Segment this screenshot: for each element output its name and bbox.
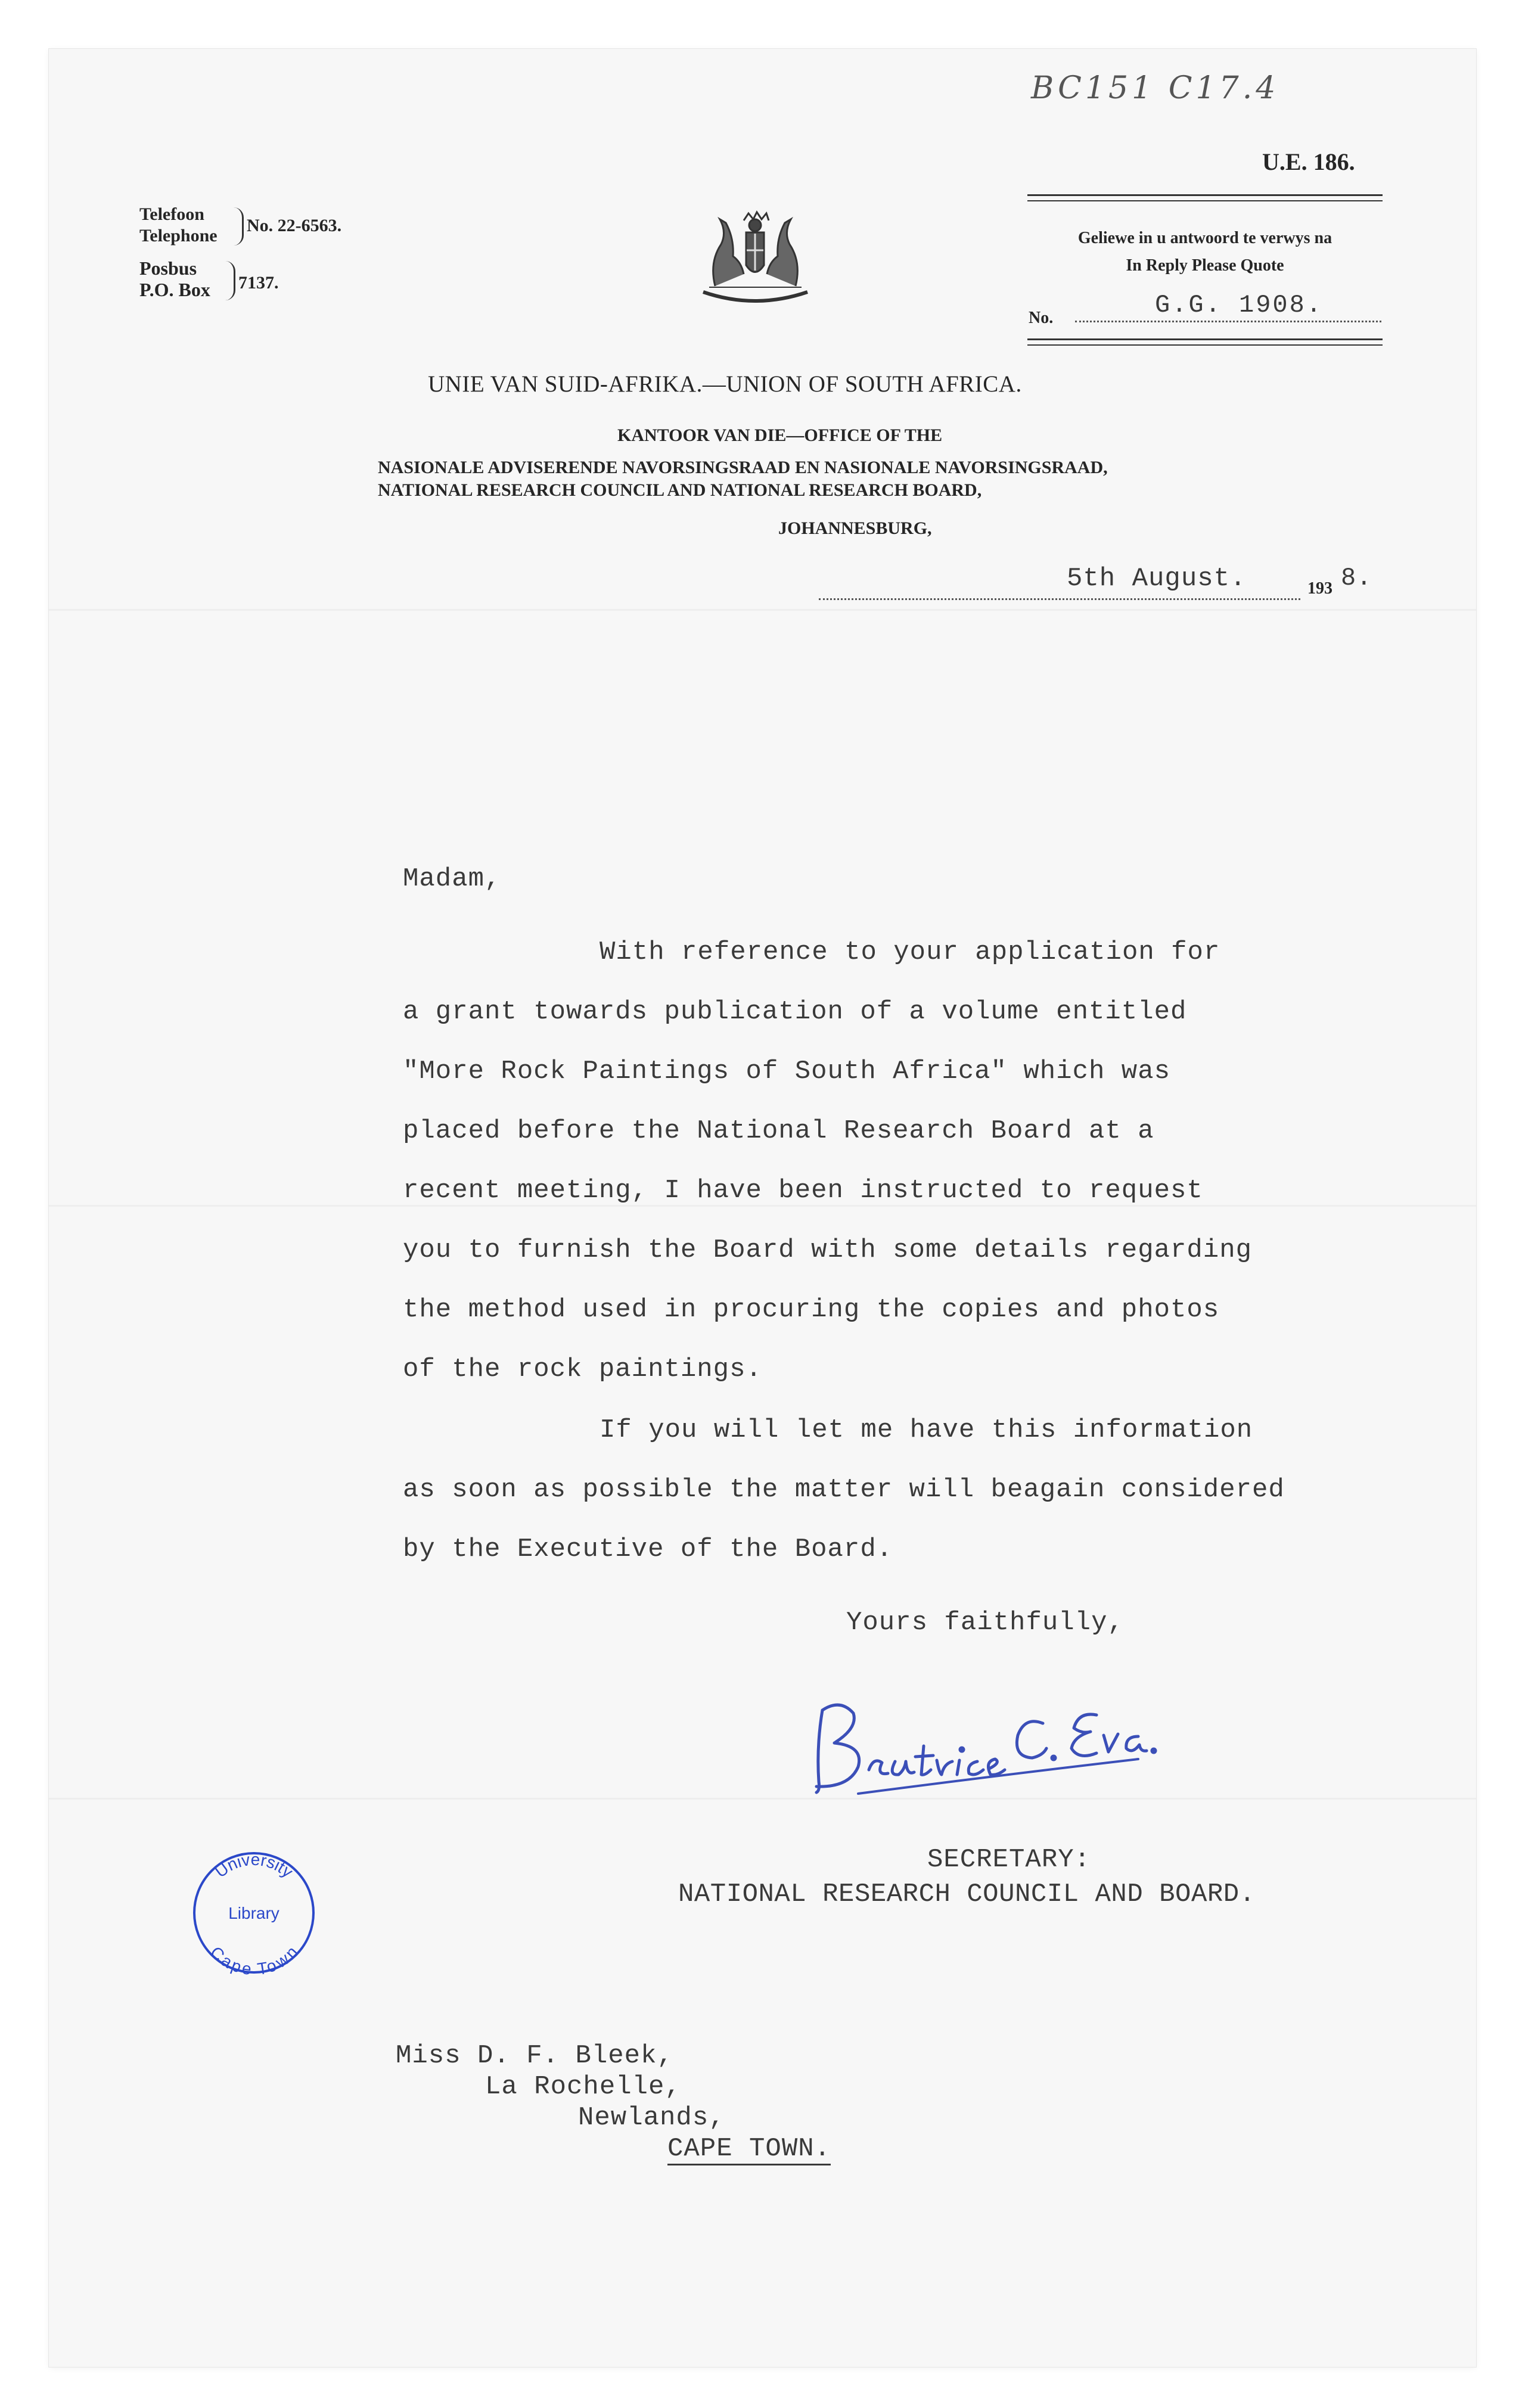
closing: Yours faithfully, <box>846 1608 1124 1638</box>
letterhead-city: JOHANNESBURG, <box>778 518 932 538</box>
addressee-line: La Rochelle, <box>485 2072 681 2102</box>
fold-line <box>49 1798 1476 1800</box>
brace-icon <box>234 207 244 246</box>
addressee-line <box>396 2133 831 2164</box>
date-year-prefix: 193 <box>1307 579 1332 598</box>
addressee-city: CAPE TOWN. <box>667 2134 831 2165</box>
telephone-number: No. 22-6563. <box>247 216 342 235</box>
form-code: U.E. 186. <box>1262 148 1355 175</box>
body-line: you to furnish the Board with some details regarding <box>403 1235 1253 1265</box>
signatory-org: NATIONAL RESEARCH COUNCIL AND BOARD. <box>678 1879 1256 1909</box>
reply-rule-top-2 <box>1027 200 1383 201</box>
body-line: placed before the National Research Board at a <box>403 1116 1154 1146</box>
library-stamp <box>188 1847 319 1978</box>
signature <box>799 1686 1168 1800</box>
paragraph-2 <box>403 1400 1476 1579</box>
fold-line <box>49 609 1476 611</box>
brace-icon <box>225 261 235 300</box>
addressee-block <box>396 2040 831 2164</box>
telephone-labels: Telefoon Telephone <box>139 204 218 246</box>
body-line: of the rock paintings. <box>403 1354 762 1384</box>
svg-text:University: University <box>211 1850 297 1881</box>
archive-reference: BC151 C17.4 <box>1031 70 1279 106</box>
svg-text:Library: Library <box>228 1904 279 1922</box>
body-line: the method used in procuring the copies and photos <box>403 1295 1220 1325</box>
reply-no-field <box>1075 291 1381 322</box>
body-line: as soon as possible the matter will beagain considered <box>403 1475 1285 1505</box>
reply-no-label: No. <box>1029 309 1054 327</box>
reply-no-value: G.G. 1908. <box>1155 291 1324 319</box>
date-value: 5th August. <box>1067 564 1247 594</box>
coat-of-arms-icon <box>691 209 819 307</box>
letterhead-council-af: NASIONALE ADVISERENDE NAVORSINGSRAAD EN NASIONALE NAVORSINGSRAAD, <box>378 458 1108 477</box>
body-line: a grant towards publication of a volume entitled <box>403 997 1187 1027</box>
reply-rule-bottom <box>1027 338 1383 340</box>
pobox-number: 7137. <box>238 273 279 293</box>
reply-instruction-af: Geliewe in u antwoord te verwys na <box>1077 229 1332 247</box>
reply-rule-bottom-2 <box>1027 344 1383 346</box>
body-line: by the Executive of the Board. <box>403 1534 893 1564</box>
svg-text:Cape Town: Cape Town <box>206 1943 302 1978</box>
addressee-line: Miss D. F. Bleek, <box>396 2041 673 2071</box>
salutation: Madam, <box>403 864 501 894</box>
body-line: "More Rock Paintings of South Africa" which was <box>403 1057 1171 1086</box>
date-year-suffix: 8. <box>1341 564 1372 592</box>
pobox-labels: Posbus P.O. Box <box>139 257 210 300</box>
letterhead-title: UNIE VAN SUID-AFRIKA.—UNION OF SOUTH AFRICA. <box>428 371 1022 397</box>
reply-instruction-en: In Reply Please Quote <box>1126 256 1284 275</box>
body-line: recent meeting, I have been instructed to request <box>403 1176 1203 1205</box>
addressee-line: Newlands, <box>578 2103 725 2133</box>
body-line: If you will let me have this information <box>600 1415 1253 1445</box>
paragraph-1 <box>403 922 1416 1399</box>
letterhead-office: KANTOOR VAN DIE—OFFICE OF THE <box>617 425 943 445</box>
signatory-title: SECRETARY: <box>927 1845 1091 1875</box>
reply-rule-top <box>1027 194 1383 196</box>
body-line: With reference to your application for <box>600 937 1220 967</box>
letterhead-council-en: NATIONAL RESEARCH COUNCIL AND NATIONAL RESEARCH BOARD, <box>378 480 982 500</box>
